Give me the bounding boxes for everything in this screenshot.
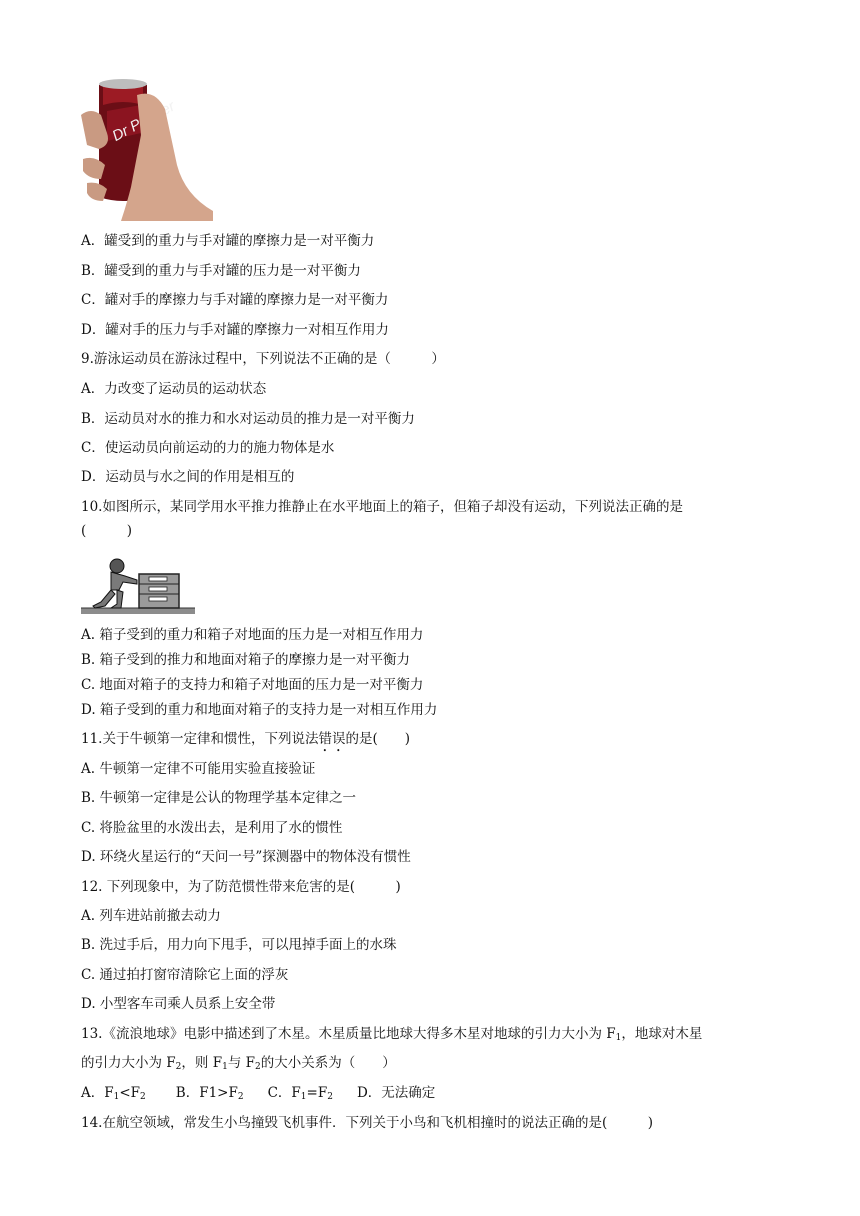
can-label: Dr <box>109 122 132 145</box>
q11-option-a: A. 牛顿第一定律不可能用实验直接验证 <box>81 761 316 777</box>
q11-stem-part-a: 11.关于牛顿第一定律和惯性，下列说法 <box>81 731 319 747</box>
q10-option-d: D. 箱子受到的重力和地面对箱子的支持力是一对相互作用力 <box>81 702 438 718</box>
q9-option-a: A．力改变了运动员的运动状态 <box>81 381 267 397</box>
q13-stem-line2 <box>81 1053 396 1077</box>
q13-line2-d: 的大小关系为（ ） <box>260 1055 396 1071</box>
q13-option-b <box>176 1085 244 1101</box>
q9-stem: 9.游泳运动员在游泳过程中，下列说法不正确的是（ ） <box>81 351 445 367</box>
q13-option-d: D．无法确定 <box>356 1085 436 1101</box>
q8-option-b: B．罐受到的重力与手对罐的压力是一对平衡力 <box>81 263 361 279</box>
pushing-box-figure <box>81 546 195 616</box>
can-in-hand-figure <box>81 75 213 221</box>
q11-option-d: D. 环绕火星运行的“天问一号”探测器中的物体没有惯性 <box>81 849 411 865</box>
q13-options <box>81 1083 435 1107</box>
q13-sub: 2 <box>175 1062 182 1072</box>
q13-sub: 2 <box>140 1092 146 1102</box>
q12-option-a: A. 列车进站前撤去动力 <box>81 908 221 924</box>
q13-sub: 1 <box>300 1092 307 1102</box>
q12-option-c: C. 通过拍打窗帘清除它上面的浮灰 <box>81 967 289 983</box>
q8-option-c: C．罐对手的摩擦力与手对罐的摩擦力是一对平衡力 <box>81 292 389 308</box>
q12-stem: 12. 下列现象中，为了防范惯性带来危害的是( ) <box>81 879 401 895</box>
q13-option-b-text: B．F1>F <box>175 1085 238 1101</box>
q13-stem-line1 <box>81 1024 702 1048</box>
q11-stem <box>81 729 410 755</box>
q13-line1-b: ，地球对木星 <box>621 1026 703 1042</box>
q10-stem-tail: ( ) <box>81 523 133 539</box>
q11-option-c: C. 将脸盆里的水泼出去，是利用了水的惯性 <box>81 820 343 836</box>
q11-option-b: B. 牛顿第一定律是公认的物理学基本定律之一 <box>81 790 357 806</box>
q13-line2-a: 的引力大小为 F <box>81 1055 176 1071</box>
q10-option-c: C. 地面对箱子的支持力和箱子对地面的压力是一对平衡力 <box>81 677 424 693</box>
q13-option-a-text: <F <box>119 1085 141 1101</box>
q10-stem: 10.如图所示，某同学用水平推力推静止在水平地面上的箱子，但箱子却没有运动，下列说法正确的是 <box>81 499 683 515</box>
q13-sub: 1 <box>222 1062 228 1072</box>
q13-option-a <box>81 1085 146 1101</box>
q14-stem: 14.在航空领域，常发生小鸟撞毁飞机事件．下列关于小鸟和飞机相撞时的说法正确的是( ) <box>81 1115 654 1131</box>
q13-option-c <box>268 1085 333 1101</box>
q13-option-a-text: A．F <box>81 1085 114 1101</box>
q13-line2-b: ，则 F <box>181 1055 223 1071</box>
q13-sub: 1 <box>113 1092 120 1102</box>
q11-stem-emphasis: 错误 <box>318 731 346 747</box>
q13-line2-c: 与 F <box>227 1055 255 1071</box>
q13-sub: 2 <box>327 1092 333 1102</box>
q13-option-c-text: C．F <box>267 1085 301 1101</box>
q10-option-b: B. 箱子受到的推力和地面对箱子的摩擦力是一对平衡力 <box>81 652 411 668</box>
q9-option-d: D．运动员与水之间的作用是相互的 <box>81 469 295 485</box>
q12-option-b: B. 洗过手后，用力向下甩手，可以甩掉手面上的水珠 <box>81 937 397 953</box>
q13-sub: 2 <box>237 1092 244 1102</box>
q9-option-c: C．使运动员向前运动的力的施力物体是水 <box>81 440 335 456</box>
q8-option-d: D．罐对手的压力与手对罐的摩擦力一对相互作用力 <box>81 322 389 338</box>
q10-option-a: A. 箱子受到的重力和箱子对地面的压力是一对相互作用力 <box>81 627 424 643</box>
q11-stem-part-b: 的是( ) <box>345 731 411 747</box>
q13-option-c-text: =F <box>306 1085 328 1101</box>
q13-sub: 1 <box>615 1033 622 1043</box>
q9-option-b: B．运动员对水的推力和水对运动员的推力是一对平衡力 <box>81 411 415 427</box>
q13-line1-a: 13.《流浪地球》电影中描述到了木星。木星质量比地球大得多木星对地球的引力大小为 F <box>81 1026 616 1042</box>
q13-sub: 2 <box>254 1062 261 1072</box>
q8-option-a: A．罐受到的重力与手对罐的摩擦力是一对平衡力 <box>81 233 375 249</box>
q12-option-d: D. 小型客车司乘人员系上安全带 <box>81 996 276 1012</box>
